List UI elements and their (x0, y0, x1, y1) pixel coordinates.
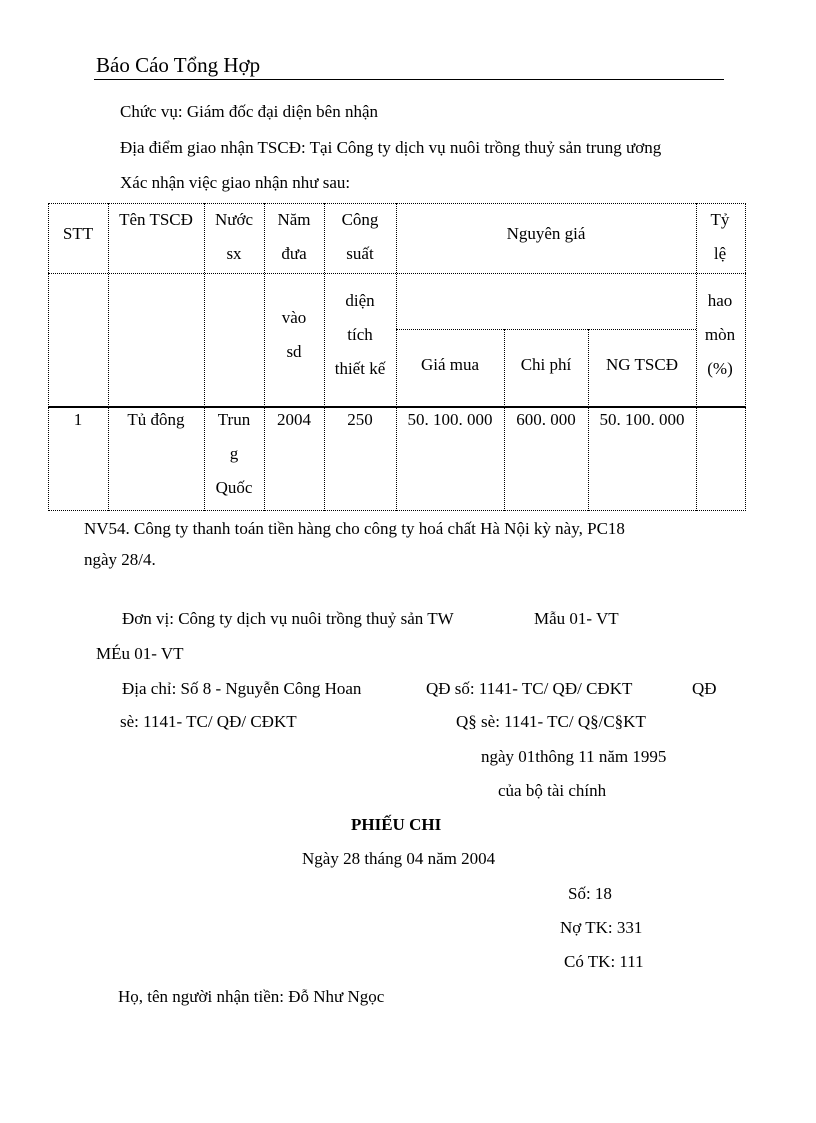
th-tl-l1: Tỷ (710, 210, 730, 229)
row-divider (48, 273, 746, 274)
td-ten: Tủ đông (127, 410, 185, 429)
th-nam-l2: đưa (281, 244, 307, 263)
col-divider (108, 203, 109, 511)
th-chi-phi: Chi phí (520, 355, 572, 374)
th-ng-tscd: NG TSCĐ (606, 355, 678, 374)
qd-2a: QĐ (692, 679, 717, 698)
th-tl-l5: (%) (707, 359, 733, 378)
th-nuoc-l2: sx (226, 244, 242, 263)
th-tl-l4: mòn (704, 325, 736, 344)
mau-so-1: Mẫu 01- VT (534, 609, 619, 628)
td-gia-mua: 50. 100. 000 (407, 410, 493, 429)
th-nam-l1: Năm (277, 210, 311, 229)
th-nam (264, 203, 324, 271)
header-rule (94, 79, 724, 80)
cua-bo: của bộ tài chính (498, 781, 607, 800)
mau-so-2: MÉu 01- VT (96, 644, 184, 663)
th-cs-l4: tích (347, 325, 373, 344)
td-nuoc-l1: Trun (217, 410, 251, 429)
qd-1: QĐ số: 1141- TC/ QĐ/ CĐKT (426, 679, 633, 698)
ngay-qd: ngày 01thông 11 năm 1995 (481, 747, 667, 766)
td-chi-phi: 600. 000 (516, 410, 576, 429)
th-gia-mua: Giá mua (420, 355, 480, 374)
nv54-line2: ngày 28/4. (84, 550, 156, 569)
header-title: Báo Cáo Tổng Hợp (96, 53, 261, 77)
th-ty-le (696, 203, 744, 271)
td-stt: 1 (73, 410, 83, 429)
th-cs-l5: thiết kế (334, 359, 386, 378)
qd-3: Q§ sè: 1141- TC/ Q§/C§KT (456, 712, 646, 731)
th-cs-l2: suất (346, 244, 374, 263)
td-nuoc-l2: g (229, 444, 239, 463)
intro-confirm: Xác nhận việc giao nhận như sau: (120, 173, 351, 192)
voucher-title: PHIẾU CHI (351, 815, 442, 834)
row-divider (396, 329, 696, 330)
th-ten: Tên TSCĐ (119, 210, 193, 229)
dia-chi: Địa chỉ: Số 8 - Nguyễn Công Hoan (122, 679, 362, 698)
th-nam-lower (264, 301, 324, 369)
th-stt: STT (62, 224, 94, 243)
credit-account: Có TK: 111 (564, 952, 644, 971)
nv54-line1: NV54. Công ty thanh toán tiền hàng cho công ty hoá chất Hà Nội kỳ này, PC18 (84, 519, 625, 538)
th-tl-l2: lệ (713, 244, 727, 263)
td-nuoc-l3: Quốc (215, 478, 253, 497)
recipient-name: Họ, tên người nhận tiền: Đỗ Như Ngọc (118, 987, 385, 1006)
qd-2b: sè: 1141- TC/ QĐ/ CĐKT (120, 712, 297, 731)
voucher-date: Ngày 28 tháng 04 năm 2004 (302, 849, 496, 868)
td-cong-suat: 250 (347, 410, 373, 429)
th-nuoc-l1: Nước (214, 210, 254, 229)
asset-table (48, 203, 746, 511)
intro-location: Địa điểm giao nhận TSCĐ: Tại Công ty dịch vụ nuôi trồng thuỷ sản trung ương (120, 138, 662, 157)
th-cs-l1: Công (341, 210, 379, 229)
th-hao-mon (696, 284, 744, 386)
th-tl-l3: hao (707, 291, 733, 310)
td-ng-tscd: 50. 100. 000 (599, 410, 685, 429)
voucher-number: Số: 18 (568, 884, 612, 903)
th-nuoc (204, 203, 264, 271)
intro-position: Chức vụ: Giám đốc đại diện bên nhận (120, 102, 379, 121)
th-cs-l3: diện (345, 291, 375, 310)
td-nam: 2004 (277, 410, 311, 429)
th-nam-l4: sd (286, 342, 302, 361)
td-nuoc (204, 403, 264, 505)
th-nam-l3: vào (281, 308, 307, 327)
don-vi: Đơn vị: Công ty dịch vụ nuôi trồng thuỷ sản TW (122, 609, 454, 628)
debit-account: Nợ TK: 331 (560, 918, 643, 937)
th-dien-tich (324, 284, 396, 386)
th-nguyen-gia: Nguyên giá (506, 224, 586, 243)
th-cong-suat (324, 203, 396, 271)
